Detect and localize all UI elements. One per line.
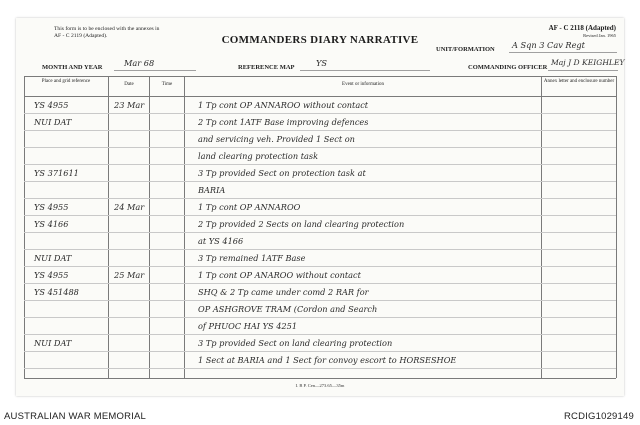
print-footer: I. B P. Cen—273.65—35m: [295, 383, 345, 388]
enclosure-note: This form is to be enclosed with the annexes in AF - C 2119 (Adapted).: [54, 26, 160, 39]
ruled-line: [24, 334, 616, 335]
entry-event: of PHUOC HAI YS 4251: [198, 321, 298, 331]
entry-event: 1 Sect at BARIA and 1 Sect for convoy escort to HORSESHOE: [198, 355, 457, 365]
entry-place: YS 4166: [34, 219, 69, 229]
unit-underline: [509, 52, 617, 53]
entry-event: BARIA: [198, 185, 226, 195]
entry-date: 24 Mar: [114, 202, 145, 212]
table-header-border: [24, 96, 616, 97]
entry-place: YS 451488: [34, 287, 79, 297]
entry-event: 3 Tp remained 1ATF Base: [198, 253, 306, 263]
entry-place: NUI DAT: [34, 117, 72, 127]
table-top-border: [24, 76, 616, 77]
entry-date: 23 Mar: [114, 100, 145, 110]
ruled-line: [24, 215, 616, 216]
ruled-line: [24, 181, 616, 182]
ruled-line: [24, 368, 616, 369]
unit-value: A Sqn 3 Cav Regt: [512, 40, 585, 50]
officer-label: COMMANDING OFFICER: [468, 64, 548, 71]
entry-event: land clearing protection task: [198, 151, 319, 161]
column-header-annex: Annex letter and enclosure number: [543, 79, 615, 84]
unit-label: UNIT/FORMATION: [436, 46, 495, 53]
entry-event: 3 Tp provided Sect on land clearing protection: [198, 338, 393, 348]
column-header-event: Event or information: [342, 82, 384, 87]
column-divider-event: [541, 76, 542, 378]
entry-place: NUI DAT: [34, 338, 72, 348]
record-id: RCDIG1029149: [564, 411, 634, 422]
map-underline: [300, 70, 430, 71]
ruled-line: [24, 164, 616, 165]
revised-date: Revised Jan. 1965: [583, 33, 616, 38]
officer-value: Maj J D KEIGHLEY: [551, 58, 625, 67]
entry-place: YS 4955: [34, 202, 69, 212]
ruled-line: [24, 300, 616, 301]
form-title: COMMANDERS DIARY NARRATIVE: [221, 34, 419, 46]
entry-event: 1 Tp cont OP ANAROO without contact: [198, 270, 361, 280]
month-underline: [114, 70, 196, 71]
ruled-line: [24, 232, 616, 233]
entry-event: OP ASHGROVE TRAM (Cordon and Search: [198, 304, 378, 314]
entry-event: 2 Tp cont 1ATF Base improving defences: [198, 117, 369, 127]
entry-place: NUI DAT: [34, 253, 72, 263]
ruled-line: [24, 351, 616, 352]
entry-place: YS 4955: [34, 100, 69, 110]
ruled-line: [24, 266, 616, 267]
diary-sheet: [16, 18, 624, 396]
column-header-time: Time: [161, 82, 173, 87]
map-value: YS: [316, 58, 328, 68]
ruled-line: [24, 317, 616, 318]
entry-event: at YS 4166: [198, 236, 244, 246]
ruled-line: [24, 130, 616, 131]
entry-event: and servicing veh. Provided 1 Sect on: [198, 134, 355, 144]
column-header-date: Date: [124, 82, 134, 87]
entry-event: 2 Tp provided 2 Sects on land clearing protection: [198, 219, 405, 229]
column-header-place: Place and grid reference: [41, 79, 91, 84]
column-divider-time: [184, 76, 185, 378]
column-divider-date: [149, 76, 150, 378]
ruled-line: [24, 198, 616, 199]
table-bottom-border: [24, 378, 616, 379]
entry-place: YS 4955: [34, 270, 69, 280]
ruled-line: [24, 249, 616, 250]
form-number: AF - C 2118 (Adapted): [548, 24, 616, 32]
entry-place: YS 371611: [34, 168, 79, 178]
table-border-left: [24, 76, 25, 378]
column-divider-place: [108, 76, 109, 378]
entry-event: SHQ & 2 Tp came under comd 2 RAR for: [198, 287, 369, 297]
ruled-line: [24, 283, 616, 284]
map-label: REFERENCE MAP: [238, 64, 295, 71]
entry-event: 1 Tp cont OP ANNAROO: [198, 202, 301, 212]
entry-event: 3 Tp provided Sect on protection task at: [198, 168, 366, 178]
entry-event: 1 Tp cont OP ANNAROO without contact: [198, 100, 369, 110]
ruled-line: [24, 147, 616, 148]
month-label: MONTH AND YEAR: [42, 64, 103, 71]
month-value: Mar 68: [124, 58, 155, 68]
ruled-line: [24, 113, 616, 114]
table-border-right: [616, 76, 617, 378]
officer-underline: [548, 70, 618, 71]
entry-date: 25 Mar: [114, 270, 145, 280]
archive-caption: AUSTRALIAN WAR MEMORIAL: [4, 411, 147, 422]
